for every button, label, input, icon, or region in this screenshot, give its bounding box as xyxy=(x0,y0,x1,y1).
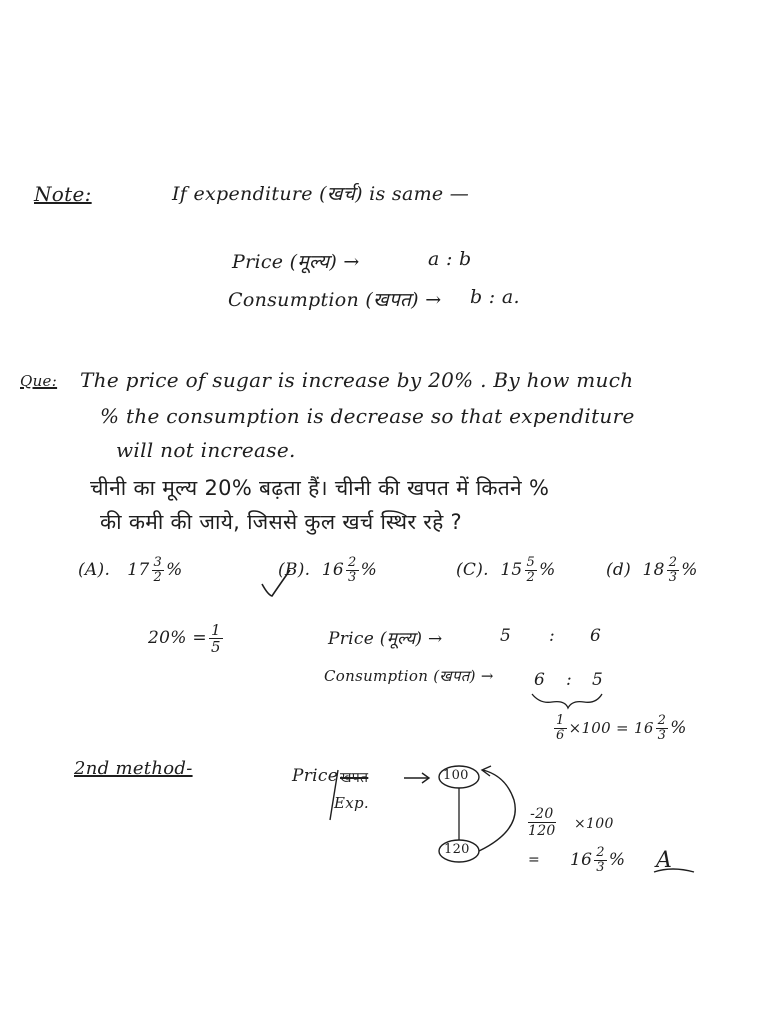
note-consumption-ratio: b : a. xyxy=(470,286,520,308)
method2-slash xyxy=(330,770,338,820)
option-d-label: (d) xyxy=(606,560,632,580)
method1-percent-fraction: 20% = $\frac{1}{5}$ xyxy=(148,621,221,656)
question-hindi-line-2: की कमी की जाये, जिससे कुल खर्च स्थिर रहे ? xyxy=(100,510,462,534)
method2-fraction: $\frac{-20}{120}$ xyxy=(528,806,556,839)
option-b-whole: 16 xyxy=(321,560,345,580)
method2-equals: = xyxy=(528,852,541,868)
method2-result: 16 $\frac{2}{3}$ % xyxy=(570,845,626,875)
option-a-fraction: $\frac{3}{2}$ xyxy=(153,555,163,585)
option-d-fraction: $\frac{2}{3}$ xyxy=(668,555,678,585)
question-english-line-3: will not increase. xyxy=(116,438,296,462)
method2-heading: 2nd method- xyxy=(74,758,193,779)
method1-price-b: 6 xyxy=(590,626,602,646)
signature-flourish xyxy=(654,869,694,872)
option-c-percent: % xyxy=(539,560,556,580)
method2-struck-word: खपत xyxy=(340,770,369,786)
method2-node-100: 100 xyxy=(443,768,469,783)
curved-arrow-line xyxy=(479,770,515,851)
option-c-fraction: $\frac{5}{2}$ xyxy=(526,555,536,585)
method2-price-label: Price xyxy=(292,766,339,786)
note-rule: If expenditure (खर्च) is same — xyxy=(172,183,470,205)
option-b-fraction: $\frac{2}{3}$ xyxy=(348,555,357,585)
method1-price-a: 5 xyxy=(500,626,512,646)
option-d-percent: % xyxy=(681,560,698,580)
writer-initials: A xyxy=(656,848,673,873)
option-b-label: (B). xyxy=(278,560,311,580)
note-price-label: Price (मूल्य) → xyxy=(232,251,360,273)
option-d-whole: 18 xyxy=(642,560,665,580)
method1-consumption-label: Consumption (खपत) → xyxy=(324,667,494,685)
note-heading: Note: xyxy=(34,182,92,206)
method2-node-120: 120 xyxy=(444,842,470,857)
method1-consumption-a: 6 xyxy=(534,670,546,690)
method1-price-label: Price (मूल्य) → xyxy=(328,629,443,649)
method2-times-100: ×100 xyxy=(574,816,614,832)
option-c-label: (C). xyxy=(456,560,489,580)
method1-consumption-b: 5 xyxy=(592,670,604,690)
option-b-percent: % xyxy=(360,560,378,580)
question-hindi-line-1: चीनी का मूल्य 20% बढ़ता हैं। चीनी की खपत में कितने % xyxy=(90,476,550,500)
question-english-line-2: % the consumption is decrease so that expenditure xyxy=(100,404,635,428)
option-a-whole: 17 xyxy=(127,560,150,580)
method1-price-colon: : xyxy=(549,626,556,646)
option-a-label: (A). xyxy=(78,560,111,580)
option-c-whole: 15 xyxy=(500,560,523,580)
method1-consumption-colon: : xyxy=(566,670,573,690)
brace-stroke xyxy=(532,694,602,708)
question-english-line-1: The price of sugar is increase by 20% . By how much xyxy=(80,368,634,392)
question-label: Que: xyxy=(20,372,58,390)
node-100-oval xyxy=(439,766,479,788)
method2-exp-label: Exp. xyxy=(334,794,369,812)
method1-calculation: $\frac{1}{6}$ ×100 = 16 $\frac{2}{3}$ % xyxy=(556,713,687,743)
note-price-ratio: a : b xyxy=(428,248,472,270)
note-consumption-label: Consumption (खपत) → xyxy=(228,289,442,311)
node-120-oval xyxy=(439,840,479,862)
checkmark-icon xyxy=(262,570,290,596)
option-a-percent: % xyxy=(166,560,183,580)
